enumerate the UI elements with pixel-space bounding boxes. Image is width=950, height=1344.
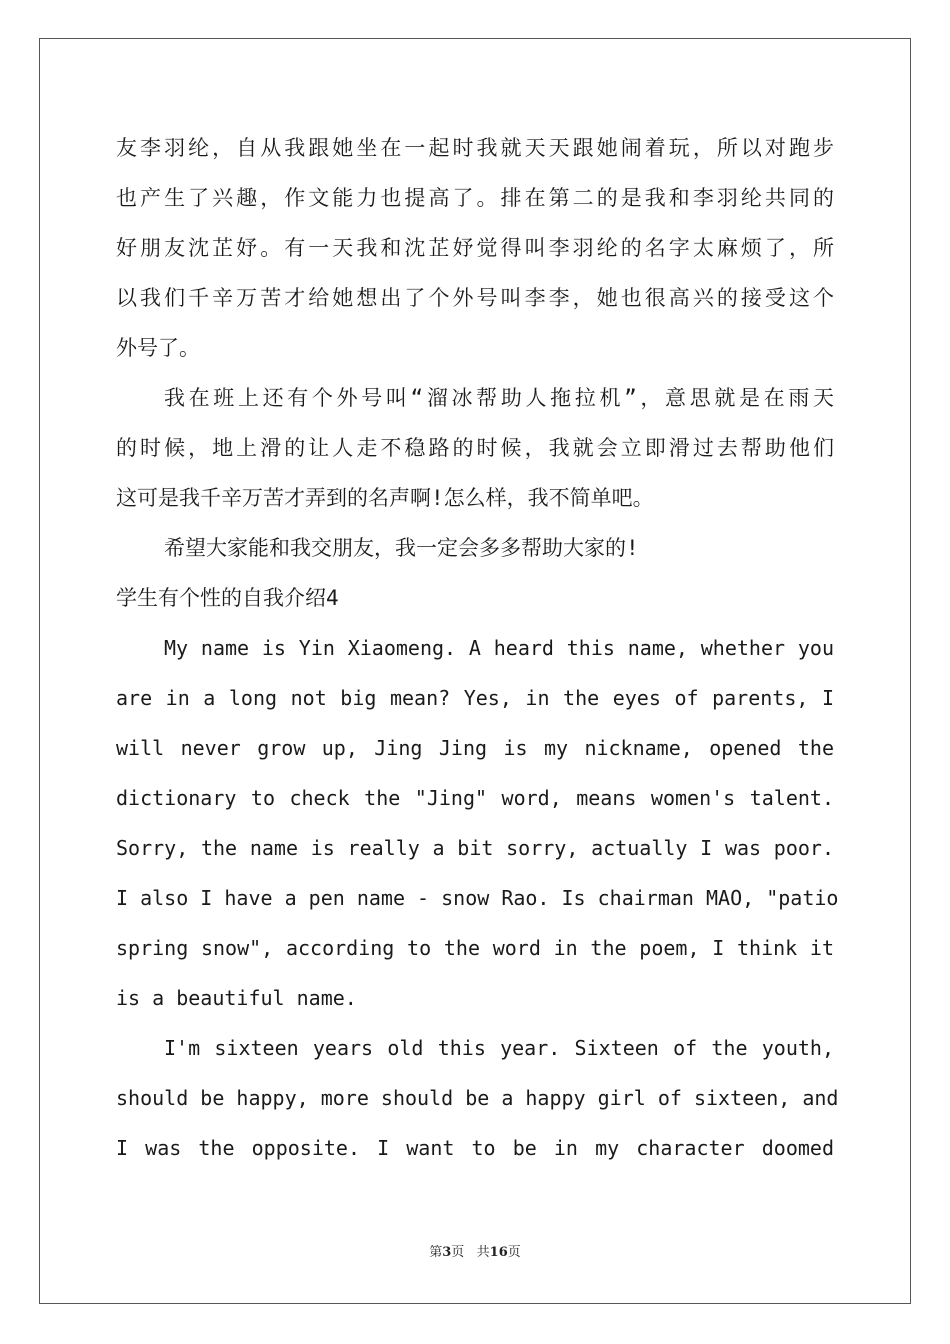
text-line: I was the opposite. I want to be in my character doomed — [116, 1136, 834, 1160]
page-label-mid: 页 共 — [451, 1245, 490, 1260]
text-line: are in a long not big mean? Yes, in the eyes of parents, I — [116, 686, 834, 710]
text-line: 好朋友沈芷妤。有一天我和沈芷妤觉得叫李羽纶的名字太麻烦了，所 — [116, 236, 834, 260]
text-line: 我在班上还有个外号叫“溜冰帮助人拖拉机”，意思就是在雨天 — [164, 386, 834, 410]
page-footer — [0, 1245, 950, 1261]
text-line: 友李羽纶，自从我跟她坐在一起时我就天天跟她闹着玩，所以对跑步 — [116, 136, 834, 160]
page-label-suffix: 页 — [507, 1245, 521, 1260]
text-line: spring snow", according to the word in the poem, I think it — [116, 936, 834, 960]
text-line: 也产生了兴趣，作文能力也提高了。排在第二的是我和李羽纶共同的 — [116, 186, 834, 210]
text-line: 的时候，地上滑的让人走不稳路的时候，我就会立即滑过去帮助他们 — [116, 436, 834, 460]
text-line: is a beautiful name. — [116, 986, 357, 1010]
text-line: I'm sixteen years old this year. Sixteen of the youth, — [164, 1036, 834, 1060]
text-line: will never grow up, Jing Jing is my nickname, opened the — [116, 736, 834, 760]
text-line: 希望大家能和我交朋友，我一定会多多帮助大家的! — [164, 536, 639, 560]
text-line: should be happy, more should be a happy girl of sixteen, and — [116, 1086, 839, 1110]
page-total: 16 — [489, 1245, 508, 1260]
section-heading: 学生有个性的自我介绍4 — [116, 586, 339, 610]
text-line: 这可是我千辛万苦才弄到的名声啊!怎么样，我不简单吧。 — [116, 486, 654, 510]
page-label-prefix: 第 — [429, 1245, 443, 1260]
text-line: I also I have a pen name - snow Rao. Is chairman MAO, "patio — [116, 886, 839, 910]
text-line: 以我们千辛万苦才给她想出了个外号叫李李，她也很高兴的接受这个 — [116, 286, 834, 310]
text-line: My name is Yin Xiaomeng. A heard this name, whether you — [164, 636, 834, 660]
text-line: dictionary to check the "Jing" word, means women's talent. — [116, 786, 834, 810]
page-current: 3 — [442, 1245, 452, 1260]
page-border — [39, 38, 911, 1304]
text-line: Sorry, the name is really a bit sorry, actually I was poor. — [116, 836, 834, 860]
text-line: 外号了。 — [116, 336, 200, 360]
